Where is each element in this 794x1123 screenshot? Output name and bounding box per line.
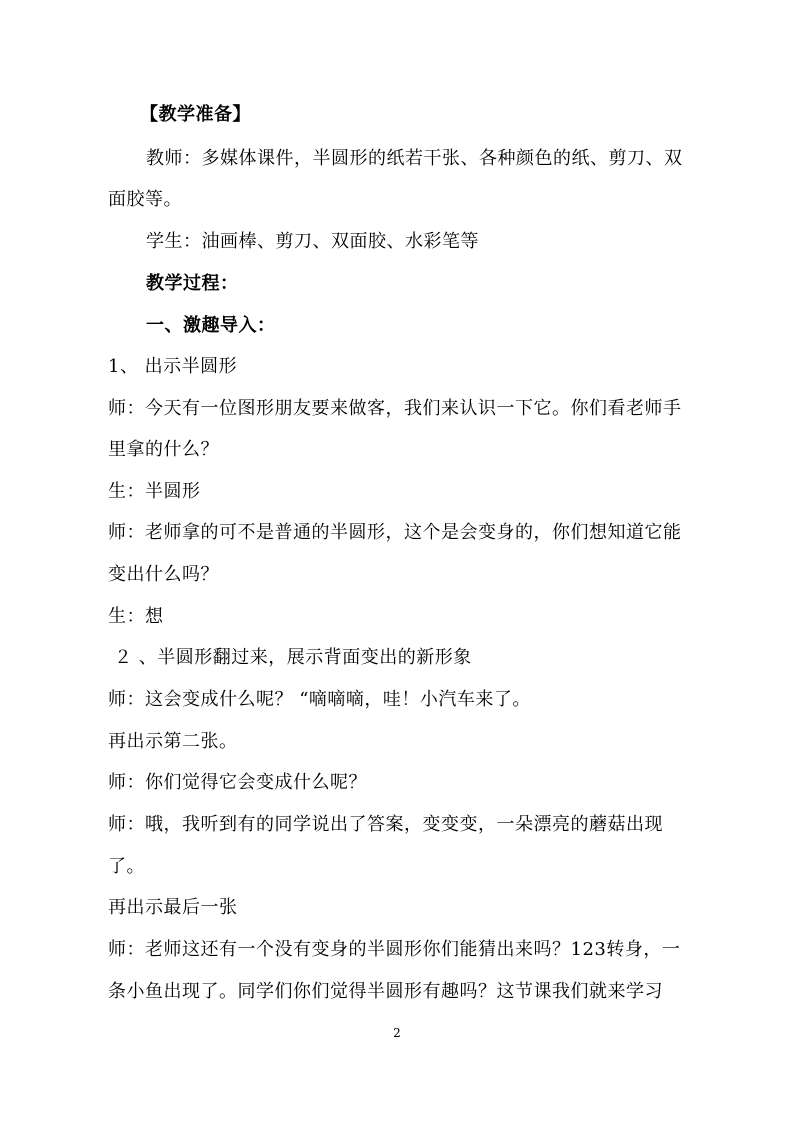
paragraph-line: 师：老师拿的可不是普通的半圆形，这个是会变身的，你们想知道它能 xyxy=(108,522,682,543)
paragraph-line: 再出示最后一张 xyxy=(108,897,238,918)
paragraph-line: 生：半圆形 xyxy=(108,481,201,502)
section-heading-teaching-preparation: 【教学准备】 xyxy=(140,104,251,125)
paragraph-line: 师：你们觉得它会变成什么呢？ xyxy=(108,772,367,793)
paragraph-line: 再出示第二张。 xyxy=(108,731,238,752)
paragraph-line: 教师：多媒体课件，半圆形的纸若干张、各种颜色的纸、剪刀、双 xyxy=(146,148,683,169)
paragraph-line: 条小鱼出现了。同学们你们觉得半圆形有趣吗？这节课我们就来学习 xyxy=(108,981,663,1002)
paragraph-line: 师：老师这还有一个没有变身的半圆形你们能猜出来吗？123转身，一 xyxy=(108,939,681,960)
paragraph-line: 里拿的什么？ xyxy=(108,439,219,460)
paragraph-line: 面胶等。 xyxy=(108,189,182,210)
paragraph-line: 师：今天有一位图形朋友要来做客，我们来认识一下它。你们看老师手 xyxy=(108,398,682,419)
paragraph-line: 学生：油画棒、剪刀、双面胶、水彩笔等 xyxy=(146,231,479,252)
section-heading-intro: 一、激趣导入： xyxy=(146,315,276,336)
paragraph-line: 师：这会变成什么呢？ “嘀嘀嘀，哇！小汽车来了。 xyxy=(108,689,531,710)
section-heading-teaching-process: 教学过程： xyxy=(146,273,239,294)
paragraph-line: 了。 xyxy=(108,856,145,877)
page-number: 2 xyxy=(393,1026,401,1040)
list-item: ２ 、半圆形翻过来，展示背面变出的新形象 xyxy=(114,647,472,668)
list-item: 1、 出示半圆形 xyxy=(108,356,238,377)
paragraph-line: 变出什么吗？ xyxy=(108,564,219,585)
paragraph-line: 师：哦，我听到有的同学说出了答案，变变变，一朵漂亮的蘑菇出现 xyxy=(108,814,663,835)
paragraph-line: 生：想 xyxy=(108,606,164,627)
